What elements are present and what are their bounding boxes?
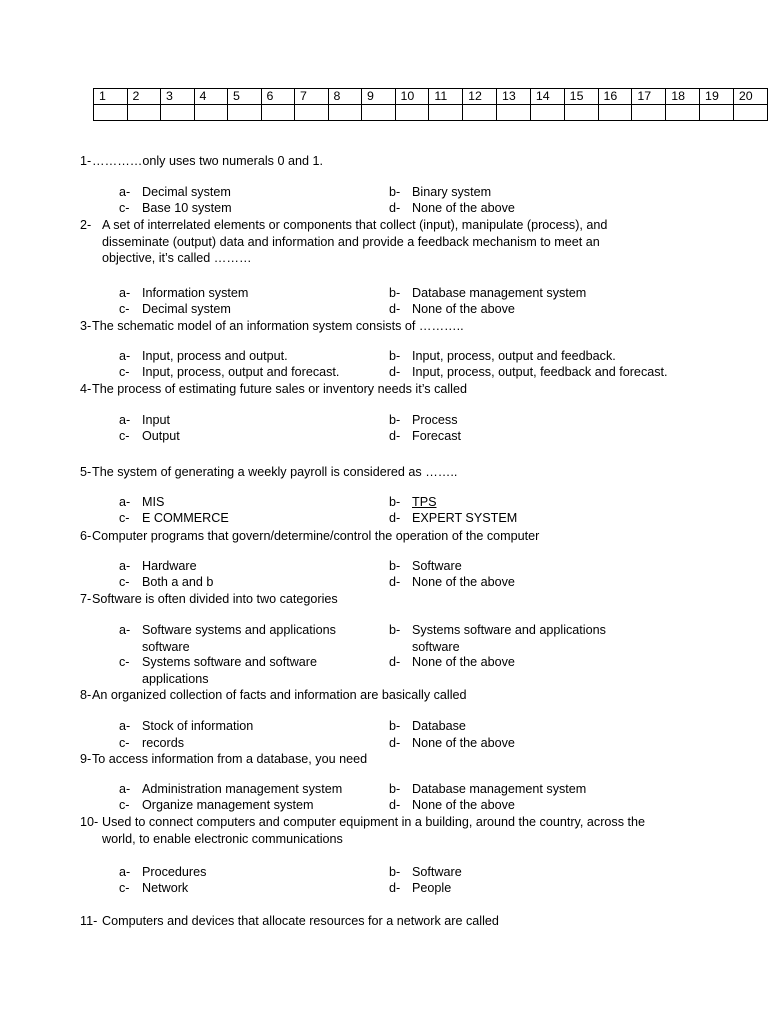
question-text-line: The schematic model of an information system consists of ……….. <box>92 319 464 333</box>
answer-grid-number-cell: 10 <box>395 89 429 105</box>
question-number: 5- <box>80 465 92 479</box>
option-text: Hardware <box>142 559 197 573</box>
option-letter: d- <box>389 201 401 215</box>
option-letter: b- <box>389 413 401 427</box>
option-text: Database management system <box>412 286 587 300</box>
question-number: 8- <box>80 688 92 702</box>
option-text: Process <box>412 413 458 427</box>
answer-grid-number-cell: 13 <box>496 89 530 105</box>
option-letter: b- <box>389 185 401 199</box>
answer-option[interactable] <box>389 301 719 318</box>
option-text: TPS <box>412 495 437 509</box>
option-letter: c- <box>119 429 130 443</box>
question-stem <box>80 591 338 608</box>
answer-option[interactable] <box>389 558 719 575</box>
option-letter: a- <box>119 782 131 796</box>
option-text: Administration management system <box>142 782 343 796</box>
answer-option[interactable] <box>119 200 359 217</box>
answer-option[interactable] <box>119 412 359 429</box>
question-stem <box>80 687 467 704</box>
question-stem <box>80 464 457 481</box>
answer-option[interactable] <box>389 654 719 671</box>
question-text-line: The process of estimating future sales or inventory needs it’s called <box>92 382 467 396</box>
option-text: Input <box>142 413 171 427</box>
question-number: 3- <box>80 319 92 333</box>
option-text: None of the above <box>412 201 515 215</box>
option-letter: c- <box>119 511 130 525</box>
question-stem <box>80 814 645 847</box>
option-text: Forecast <box>412 429 461 443</box>
option-text: Procedures <box>142 865 207 879</box>
option-text: software <box>412 639 460 654</box>
answer-grid-number-cell: 4 <box>194 89 228 105</box>
answer-grid-number-cell: 17 <box>632 89 666 105</box>
option-text: Binary system <box>412 185 492 199</box>
option-letter: d- <box>389 429 401 443</box>
answer-option[interactable] <box>119 718 359 735</box>
answer-option[interactable] <box>119 654 359 687</box>
option-letter: b- <box>389 349 401 363</box>
answer-option[interactable] <box>389 428 719 445</box>
answer-option[interactable] <box>119 285 359 302</box>
question-number: 1- <box>80 154 92 168</box>
option-letter: b- <box>389 719 401 733</box>
option-letter: a- <box>119 865 131 879</box>
question-stem <box>80 751 367 768</box>
question-number: 7- <box>80 592 92 606</box>
answer-option[interactable] <box>389 200 719 217</box>
answer-option[interactable] <box>119 574 359 591</box>
option-letter: d- <box>389 655 401 669</box>
answer-grid-number-cell: 9 <box>362 89 396 105</box>
option-text: None of the above <box>412 736 515 750</box>
option-letter: d- <box>389 798 401 812</box>
question-number: 11- <box>80 914 98 928</box>
option-text: Organize management system <box>142 798 314 812</box>
question-text-line: disseminate (output) data and information and provide a feedback mechanism to meet an <box>102 234 600 249</box>
question-stem <box>80 381 467 398</box>
question-text-line: To access information from a database, you need <box>92 752 368 766</box>
answer-grid-number-cell: 3 <box>161 89 195 105</box>
answer-grid-number-cell: 19 <box>700 89 734 105</box>
option-letter: c- <box>119 798 130 812</box>
answer-grid-number-cell: 2 <box>127 89 161 105</box>
option-text: Database management system <box>412 782 587 796</box>
answer-option[interactable] <box>389 880 719 897</box>
option-text: Systems software and applications <box>412 623 606 637</box>
option-letter: b- <box>389 495 401 509</box>
question-number: 2- <box>80 218 92 232</box>
answer-option[interactable] <box>389 864 719 881</box>
answer-option[interactable] <box>119 558 359 575</box>
option-text: None of the above <box>412 575 515 589</box>
question-text-line: The system of generating a weekly payroll is considered as …….. <box>92 465 458 479</box>
answer-option[interactable] <box>389 718 719 735</box>
option-text: MIS <box>142 495 165 509</box>
question-number: 9- <box>80 752 92 766</box>
answer-grid-number-cell: 6 <box>261 89 295 105</box>
question-text-line: Software is often divided into two categories <box>92 592 338 606</box>
option-letter: d- <box>389 511 401 525</box>
option-text: software <box>142 639 190 654</box>
answer-option[interactable] <box>389 494 719 511</box>
option-letter: a- <box>119 349 131 363</box>
question-number: 4- <box>80 382 92 396</box>
answer-option[interactable] <box>119 735 359 752</box>
answer-option[interactable] <box>119 364 359 381</box>
answer-grid-number-cell: 11 <box>429 89 463 105</box>
option-letter: a- <box>119 559 131 573</box>
option-letter: a- <box>119 286 131 300</box>
option-text: Information system <box>142 286 249 300</box>
option-text: Input, process, output and forecast. <box>142 365 340 379</box>
option-text: Decimal system <box>142 185 231 199</box>
answer-option[interactable] <box>119 428 359 445</box>
answer-grid-number-cell: 8 <box>328 89 362 105</box>
answer-option[interactable] <box>389 622 719 655</box>
question-text-line: …………only uses two numerals 0 and 1. <box>92 154 323 168</box>
option-letter: c- <box>119 302 130 316</box>
option-text: Database <box>412 719 466 733</box>
option-letter: c- <box>119 736 130 750</box>
option-letter: b- <box>389 286 401 300</box>
option-text: Input, process and output. <box>142 349 288 363</box>
option-letter: d- <box>389 881 401 895</box>
question-text-line: An organized collection of facts and information are basically called <box>92 688 467 702</box>
option-letter: a- <box>119 413 131 427</box>
answer-grid-number-cell: 7 <box>295 89 329 105</box>
question-text-line: Computer programs that govern/determine/control the operation of the computer <box>92 529 540 543</box>
option-letter: c- <box>119 655 130 669</box>
question-stem <box>80 153 323 170</box>
question-stem <box>80 913 499 930</box>
answer-grid-number-cell: 15 <box>564 89 598 105</box>
answer-option[interactable] <box>119 301 359 318</box>
answer-option[interactable] <box>119 348 359 365</box>
question-text-line: world, to enable electronic communications <box>102 831 343 846</box>
answer-option[interactable] <box>389 574 719 591</box>
question-text-line: Used to connect computers and computer equipment in a building, around the country, across the <box>102 815 646 829</box>
option-text: Output <box>142 429 180 443</box>
option-letter: b- <box>389 782 401 796</box>
option-text: None of the above <box>412 655 515 669</box>
answer-option[interactable] <box>389 412 719 429</box>
option-text: Decimal system <box>142 302 231 316</box>
option-text: Software <box>412 559 462 573</box>
option-text: None of the above <box>412 798 515 812</box>
option-text: Software systems and applications <box>142 623 336 637</box>
option-text: Software <box>412 865 462 879</box>
option-letter: b- <box>389 559 401 573</box>
option-letter: d- <box>389 365 401 379</box>
answer-option[interactable] <box>389 735 719 752</box>
answer-option[interactable] <box>389 285 719 302</box>
option-text: Network <box>142 881 189 895</box>
option-text: applications <box>142 671 209 686</box>
option-letter: a- <box>119 185 131 199</box>
answer-option[interactable] <box>119 184 359 201</box>
question-number: 10- <box>80 815 99 829</box>
answer-grid-number-cell: 5 <box>228 89 262 105</box>
answer-grid-number-cell: 12 <box>463 89 497 105</box>
option-letter: c- <box>119 365 130 379</box>
answer-option[interactable] <box>389 797 719 814</box>
answer-option[interactable] <box>389 348 719 365</box>
answer-grid-number-cell: 1 <box>94 89 128 105</box>
question-stem <box>80 217 607 267</box>
question-text-line: Computers and devices that allocate resources for a network are called <box>102 914 499 928</box>
option-text: Base 10 system <box>142 201 232 215</box>
answer-option[interactable] <box>389 184 719 201</box>
option-text: Both a and b <box>142 575 214 589</box>
option-letter: d- <box>389 302 401 316</box>
option-text: Stock of information <box>142 719 254 733</box>
question-stem <box>80 318 464 335</box>
option-letter: b- <box>389 623 401 637</box>
answer-grid-number-cell: 18 <box>666 89 700 105</box>
option-letter: a- <box>119 719 131 733</box>
option-letter: a- <box>119 495 131 509</box>
option-letter: c- <box>119 881 130 895</box>
option-text: E COMMERCE <box>142 511 229 525</box>
option-letter: b- <box>389 865 401 879</box>
question-number: 6- <box>80 529 92 543</box>
answer-option[interactable] <box>389 364 719 381</box>
option-letter: c- <box>119 201 130 215</box>
option-letter: c- <box>119 575 130 589</box>
answer-option[interactable] <box>119 781 359 798</box>
answer-grid-number-cell: 16 <box>598 89 632 105</box>
option-text: Input, process, output, feedback and forecast. <box>412 365 668 379</box>
question-text-line: A set of interrelated elements or components that collect (input), manipulate (process), and <box>102 218 608 232</box>
option-text: Systems software and software <box>142 655 317 669</box>
option-letter: a- <box>119 623 131 637</box>
option-text: EXPERT SYSTEM <box>412 511 518 525</box>
question-stem <box>80 528 539 545</box>
option-letter: d- <box>389 575 401 589</box>
answer-option[interactable] <box>119 864 359 881</box>
answer-option[interactable] <box>119 797 359 814</box>
answer-grid-number-cell: 14 <box>530 89 564 105</box>
option-text: People <box>412 881 452 895</box>
answer-option[interactable] <box>119 880 359 897</box>
option-text: None of the above <box>412 302 515 316</box>
answer-option[interactable] <box>389 781 719 798</box>
answer-grid-number-cell: 20 <box>733 89 767 105</box>
answer-option[interactable] <box>119 494 359 511</box>
answer-option[interactable] <box>119 510 359 527</box>
answer-option[interactable] <box>389 510 719 527</box>
option-text: records <box>142 736 184 750</box>
question-text-line: objective, it’s called ……… <box>102 251 252 265</box>
option-letter: d- <box>389 736 401 750</box>
option-text: Input, process, output and feedback. <box>412 349 616 363</box>
answer-option[interactable] <box>119 622 359 655</box>
